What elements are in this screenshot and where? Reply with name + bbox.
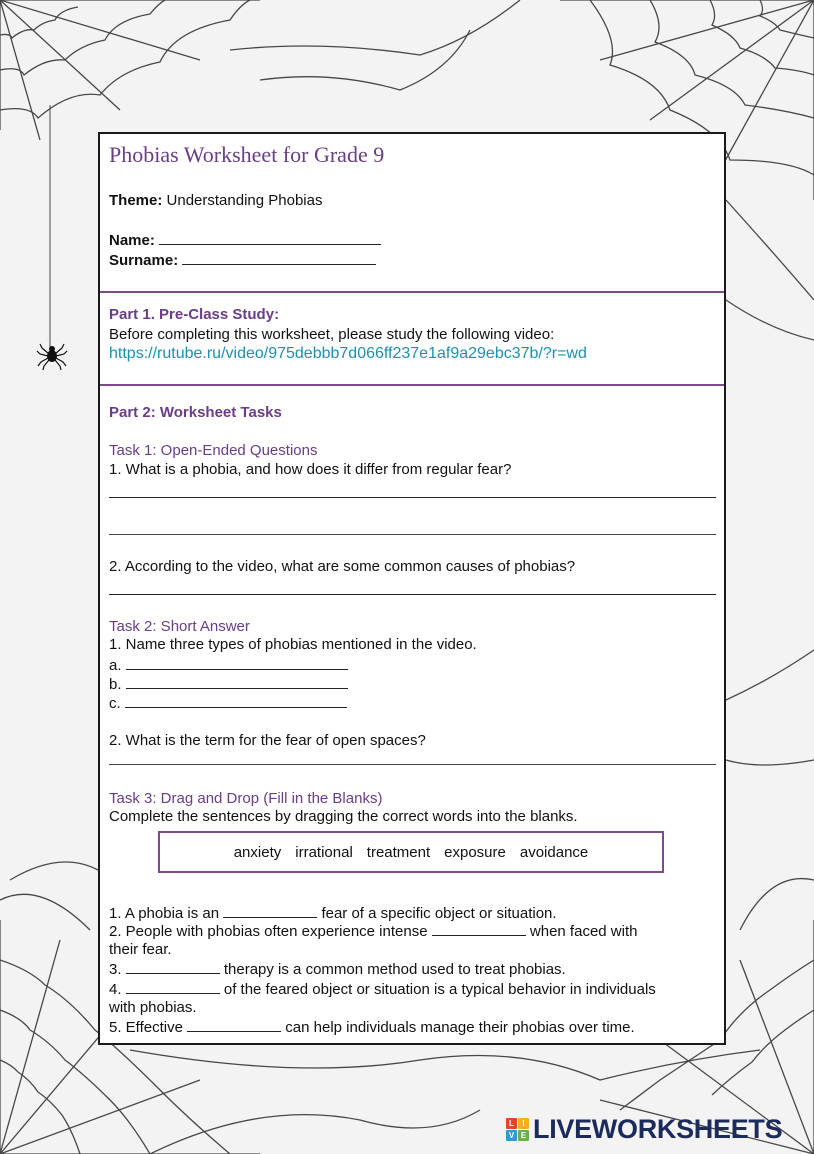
sentence-text: 4. bbox=[109, 981, 122, 998]
logo-block: E bbox=[518, 1130, 529, 1141]
part1-instruction: Before completing this worksheet, please study the following video: bbox=[109, 326, 555, 343]
word-chip-exposure[interactable]: exposure bbox=[444, 843, 506, 861]
sentence-2-cont: their fear. bbox=[109, 941, 172, 958]
word-bank bbox=[158, 831, 664, 873]
surname-line bbox=[109, 250, 376, 270]
task1-question-2: 2. According to the video, what are some common causes of phobias? bbox=[109, 558, 576, 575]
task2-option-b bbox=[109, 674, 348, 694]
sentence-5 bbox=[109, 1017, 635, 1037]
liveworksheets-logo bbox=[506, 1114, 782, 1144]
name-line bbox=[109, 230, 381, 250]
sentence-2 bbox=[109, 921, 637, 941]
word-chip-anxiety[interactable]: anxiety bbox=[233, 843, 282, 861]
drop-blank[interactable] bbox=[223, 903, 317, 918]
task2-heading: Task 2: Short Answer bbox=[109, 618, 250, 635]
sentence-4 bbox=[109, 979, 656, 999]
part1-heading: Part 1. Pre-Class Study: bbox=[109, 306, 280, 323]
option-label: c. bbox=[109, 695, 121, 712]
word-chip-avoidance[interactable]: avoidance bbox=[519, 843, 589, 861]
sentence-text: when faced with bbox=[529, 923, 638, 940]
word-chip-irrational[interactable]: irrational bbox=[295, 843, 353, 861]
task3-heading: Task 3: Drag and Drop (Fill in the Blanks) bbox=[109, 790, 383, 807]
task2-option-a bbox=[109, 655, 348, 675]
drop-blank[interactable] bbox=[432, 921, 526, 936]
section-divider bbox=[100, 384, 724, 386]
answer-line[interactable] bbox=[109, 534, 716, 535]
task2-option-c bbox=[109, 693, 347, 713]
cobweb-icon bbox=[0, 0, 520, 140]
sentence-3 bbox=[109, 959, 566, 979]
surname-label: Surname: bbox=[109, 252, 179, 269]
answer-field[interactable] bbox=[125, 693, 347, 708]
sentence-text: therapy is a common method used to treat phobias. bbox=[223, 961, 566, 978]
part2-heading: Part 2: Worksheet Tasks bbox=[109, 404, 282, 421]
task3-instruction: Complete the sentences by dragging the correct words into the blanks. bbox=[109, 808, 578, 825]
drop-blank[interactable] bbox=[187, 1017, 281, 1032]
sentence-text: 5. Effective bbox=[109, 1019, 183, 1036]
drop-blank[interactable] bbox=[126, 959, 220, 974]
word-chip-treatment[interactable]: treatment bbox=[366, 843, 431, 861]
spider-icon bbox=[37, 344, 67, 370]
answer-field[interactable] bbox=[126, 674, 348, 689]
logo-text: LIVEWORKSHEETS bbox=[533, 1113, 783, 1144]
sentence-text: 2. People with phobias often experience intense bbox=[109, 923, 428, 940]
task1-question-1: 1. What is a phobia, and how does it differ from regular fear? bbox=[109, 461, 512, 478]
sentence-text: 1. A phobia is an bbox=[109, 905, 220, 922]
logo-block: I bbox=[518, 1118, 529, 1129]
theme-line bbox=[109, 191, 322, 210]
task2-question-1: 1. Name three types of phobias mentioned in the video. bbox=[109, 636, 477, 653]
worksheet-card bbox=[98, 132, 726, 1045]
task2-question-2: 2. What is the term for the fear of open spaces? bbox=[109, 732, 426, 749]
theme-label: Theme: bbox=[109, 192, 163, 209]
logo-block: V bbox=[506, 1130, 517, 1141]
drop-blank[interactable] bbox=[126, 979, 220, 994]
sentence-4-cont: with phobias. bbox=[109, 999, 197, 1016]
task1-heading: Task 1: Open-Ended Questions bbox=[109, 442, 318, 459]
theme-value: Understanding Phobias bbox=[166, 192, 323, 209]
section-divider bbox=[100, 291, 724, 293]
answer-field[interactable] bbox=[126, 655, 348, 670]
page-title: Phobias Worksheet for Grade 9 bbox=[109, 142, 385, 167]
video-link[interactable]: https://rutube.ru/video/975debbb7d066ff237e1af9a29ebc37b/?r=wd bbox=[109, 345, 587, 362]
answer-line[interactable] bbox=[109, 497, 716, 498]
logo-block: L bbox=[506, 1118, 517, 1129]
sentence-1 bbox=[109, 903, 557, 923]
sentence-text: of the feared object or situation is a typical behavior in individuals bbox=[223, 981, 656, 998]
option-label: a. bbox=[109, 657, 122, 674]
answer-line[interactable] bbox=[109, 594, 716, 595]
logo-mark-icon bbox=[506, 1118, 529, 1141]
sentence-text: 3. bbox=[109, 961, 122, 978]
name-label: Name: bbox=[109, 232, 155, 249]
name-field[interactable] bbox=[159, 230, 381, 245]
option-label: b. bbox=[109, 676, 122, 693]
sentence-text: can help individuals manage their phobias over time. bbox=[285, 1019, 635, 1036]
surname-field[interactable] bbox=[182, 250, 376, 265]
sentence-text: fear of a specific object or situation. bbox=[321, 905, 557, 922]
answer-line[interactable] bbox=[109, 764, 716, 765]
